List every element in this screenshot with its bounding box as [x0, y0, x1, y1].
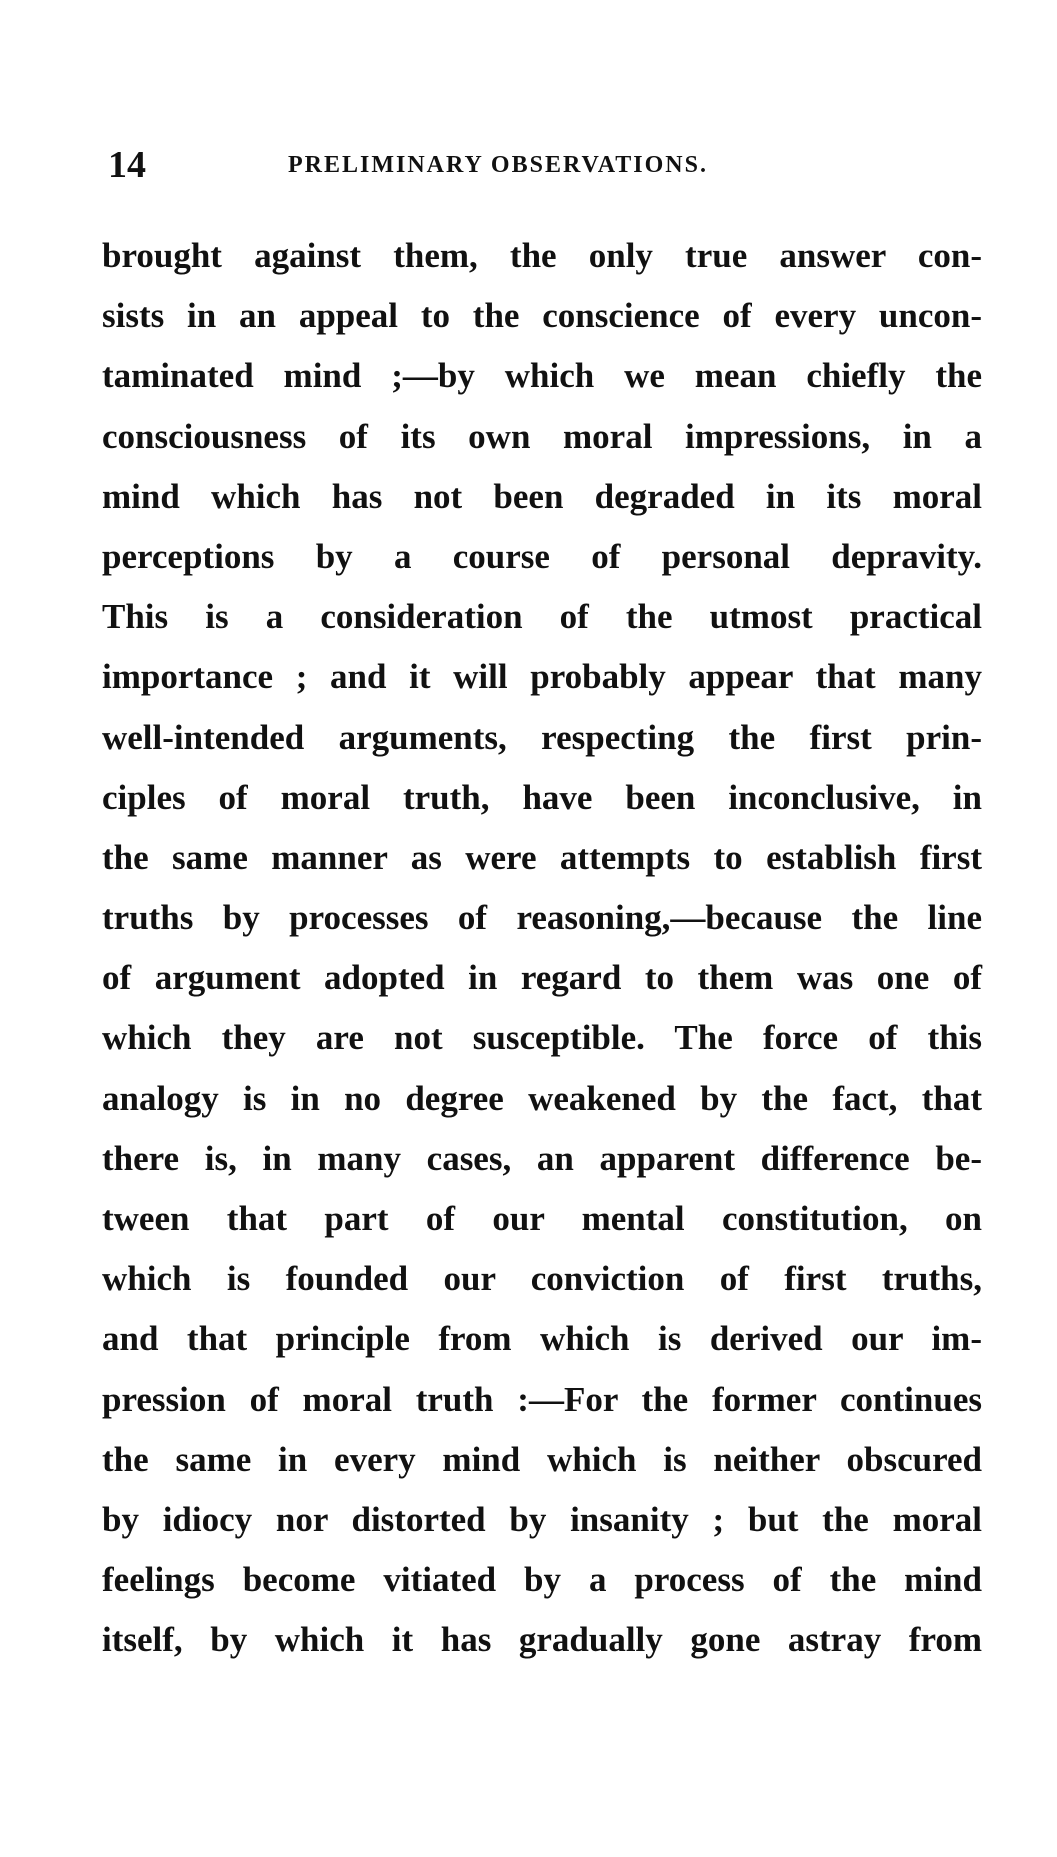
- text-line: of argument adopted in regard to them was one of: [102, 958, 982, 998]
- text-line: which is founded our conviction of first truths,: [102, 1259, 982, 1299]
- text-line: perceptions by a course of personal depravity.: [102, 536, 982, 576]
- text-line: brought against them, the only true answer con-: [102, 236, 982, 275]
- body-text: [102, 226, 982, 1671]
- text-line: by idiocy nor distorted by insanity ; but the moral: [102, 1499, 982, 1539]
- text-line: feelings become vitiated by a process of the mind: [102, 1560, 982, 1600]
- page-number: 14: [108, 144, 146, 186]
- text-line: truths by processes of reasoning,—because the line: [102, 898, 982, 938]
- text-line: taminated mind ;—by which we mean chiefly the: [102, 356, 982, 396]
- text-line: the same in every mind which is neither obscured: [102, 1439, 982, 1479]
- text-line: pression of moral truth :—For the former continues: [102, 1379, 982, 1419]
- text-line: there is, in many cases, an apparent difference be-: [102, 1138, 982, 1178]
- text-line: ciples of moral truth, have been inconclusive, in: [102, 777, 982, 817]
- text-line: and that principle from which is derived our im-: [102, 1319, 982, 1359]
- text-line: This is a consideration of the utmost practical: [102, 597, 982, 637]
- text-line: mind which has not been degraded in its moral: [102, 476, 982, 516]
- running-title: PRELIMINARY OBSERVATIONS.: [288, 152, 708, 178]
- text-line: the same manner as were attempts to establish first: [102, 837, 982, 877]
- text-line: well-intended arguments, respecting the first prin-: [102, 717, 982, 757]
- running-head: [108, 140, 978, 190]
- text-line: itself, by which it has gradually gone astray from: [102, 1620, 982, 1660]
- text-line: sists in an appeal to the conscience of every uncon-: [102, 296, 982, 336]
- text-line: importance ; and it will probably appear that many: [102, 657, 982, 697]
- text-line: which they are not susceptible. The force of this: [102, 1018, 982, 1058]
- text-line: analogy is in no degree weakened by the fact, that: [102, 1078, 982, 1118]
- text-line: consciousness of its own moral impressions, in a: [102, 416, 982, 456]
- text-line: tween that part of our mental constitution, on: [102, 1199, 982, 1238]
